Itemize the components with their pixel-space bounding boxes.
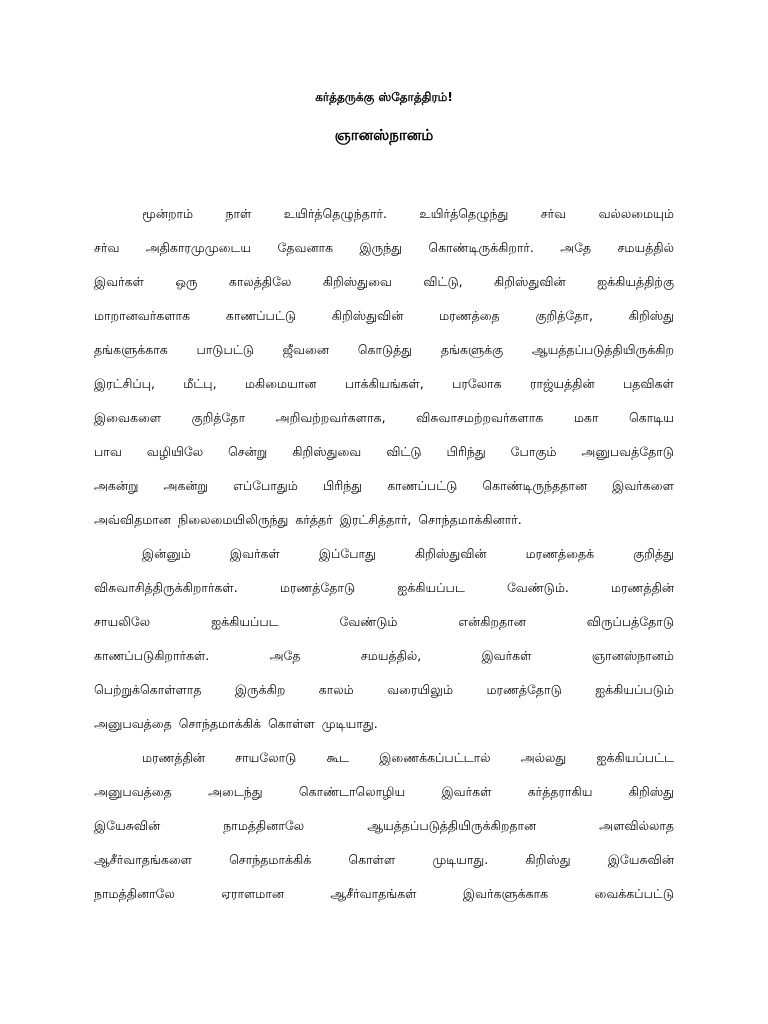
text-line [94,265,674,299]
word: வழியிலே [146,444,204,459]
word: நாமத்தினாலே [223,818,305,833]
word: மாறானவர்களாக [94,308,191,323]
word: காணப்பட்டு [225,308,296,323]
word: கொடுத்து [357,342,413,357]
document-title: கர்த்தருக்கு ஸ்தோத்திரம்! [315,90,453,104]
word: ஐக்கியத்திற்கு [597,274,674,289]
paragraph [94,197,674,537]
text-line [94,809,674,843]
word: மரணத்தோடு [279,580,356,595]
text-line [94,469,674,503]
word: மகா [573,410,599,425]
word: பாடுபட்டு [196,342,254,357]
text-line [94,367,674,401]
word: நிலைமையிலிருந்து [177,512,289,527]
word: இயேசுவின் [607,852,674,867]
word: கொண்டிருக்கிறார். [428,240,534,255]
word: காலம் [318,682,354,697]
word: கிறிஸ்து [628,784,674,799]
word: கொண்டாலொழிய [298,784,406,799]
document-subtitle: ஞானஸ்நானம் [334,126,434,144]
word: என்கிறதான [458,614,526,629]
word: பிரிந்து [446,444,486,459]
word: கிறிஸ்துவின் [494,274,566,289]
word: குறித்து [633,546,674,561]
text-line [94,571,674,605]
word: கிறிஸ்து [525,852,571,867]
word: சர்வ [94,240,120,255]
word: இன்னும் [142,546,191,561]
text-line [94,503,674,537]
word: இருக்கிற [234,682,286,697]
word: பதவிகள் [622,376,674,391]
text-line [94,299,674,333]
text-line [94,605,674,639]
word: கிறிஸ்துவின் [414,546,487,561]
word: குறித்தோ [191,410,246,425]
word: ஒரு [175,274,198,289]
word: தங்களுக்காக [94,342,168,357]
word: அல்லது [520,750,567,765]
word: அளவில்லாத [599,818,674,833]
word: உயிர்த்தெழுந்தார். [283,206,387,221]
text-line [94,843,674,877]
word: ஞானஸ்நானம் [591,648,674,663]
text-line [94,231,674,265]
word: இருந்து [359,240,403,255]
word: கிறிஸ்துவை [322,274,392,289]
word: இவர்களுக்காக [462,886,549,901]
word: சமயத்தில், [360,648,422,663]
word: ராஜ்யத்தின் [530,376,595,391]
word: போகும் [510,444,557,459]
document-body [94,197,674,911]
word: தங்களுக்கு [440,342,504,357]
word: சமயத்தில் [617,240,674,255]
word: ஐக்கியப்பட்ட [596,750,674,765]
word: கூட [326,750,350,765]
text-line [94,537,674,571]
word: ஏராளமான [221,886,284,901]
word: ஐக்கியப்பட [397,580,465,595]
word: பாவ [94,444,122,459]
word: விருப்பத்தோடு [586,614,674,629]
word: ஆயத்தப்படுத்தியிருக்கிற [531,342,674,357]
word: மரணத்தைக் [525,546,595,561]
word: இப்போது [318,546,376,561]
word: இவர்களை [612,478,674,493]
word: வேண்டும் [339,614,398,629]
word: ஆசீர்வாதங்கள் [330,886,417,901]
word: ஐக்கியப்படும் [595,682,674,697]
word: மகிமையான [244,376,317,391]
word: காணப்பட்டு [387,478,458,493]
word: மரணத்தை [439,308,500,323]
text-line [94,741,674,775]
word: வேண்டும். [506,580,569,595]
word: அதே [560,240,592,255]
word: கிறிஸ்துவின் [331,308,404,323]
word: கர்த்தராகிய [527,784,593,799]
word: காணப்படுகிறார்கள். [94,648,210,663]
word: கொடிய [629,410,674,425]
word: தேவனாக [277,240,334,255]
word: ஐக்கியப்பட [211,614,279,629]
word: அகன்று [94,478,139,493]
word: இவர்கள் [229,546,280,561]
text-line [94,673,674,707]
word: சர்வ [540,206,567,221]
word: பரலோக [452,376,502,391]
word: பாக்கியங்கள், [344,376,424,391]
word: ஆயத்தப்படுத்தியிருக்கிறதான [367,818,537,833]
word: காலத்திலே [228,274,292,289]
word: மீட்பு, [183,376,217,391]
word: அனுபவத்தை [94,716,172,731]
word: அதே [269,648,301,663]
text-line [94,333,674,367]
word: கொள்ள [348,852,396,867]
word: விட்டு [386,444,422,459]
word: அனுபவத்தோடு [581,444,674,459]
word: மரணத்தோடு [486,682,562,697]
word: நாமத்தினாலே [94,886,175,901]
word: விசுவாசமற்றவர்களாக [416,410,544,425]
word: முடியாது. [432,852,489,867]
word: சாயலிலே [94,614,151,629]
word: எப்போதும் [233,478,298,493]
word: இரட்சித்தார், [339,512,412,527]
word: நாள் [225,206,252,221]
word: மரணத்தின் [611,580,674,595]
word: வல்லமையும் [598,206,674,221]
word: ஜீவனை [282,342,329,357]
word: சென்று [228,444,268,459]
word: சொந்தமாக்கிக் [229,852,312,867]
text-line [94,639,674,673]
word: இவர்கள் [94,274,144,289]
word: சொந்தமாக்கினார். [418,512,522,527]
word: குறித்தோ, [535,308,593,323]
word: இரட்சிப்பு, [94,376,155,391]
text-line [94,435,674,469]
word: இவைகளை [94,410,162,425]
text-line [94,775,674,809]
paragraph [94,741,674,911]
word: முடியாது. [321,716,378,731]
text-line [94,197,674,231]
word: கிறிஸ்து [628,308,674,323]
word: விட்டு, [423,274,463,289]
word: இவர்கள் [441,784,492,799]
word: வரையிலும் [387,682,454,697]
word: அதிகாரமுமுடைய [145,240,252,255]
word: அகன்று [163,478,209,493]
word: கொள்ள [267,716,315,731]
word: சொந்தமாக்கிக் [178,716,261,731]
word: இவர்கள் [481,648,532,663]
word: கிறிஸ்துவை [292,444,362,459]
word: வைக்கப்பட்டு [594,886,674,901]
word: இயேசுவின் [94,818,161,833]
word: விசுவாசித்திருக்கிறார்கள். [94,580,238,595]
word: இணைக்கப்பட்டால் [379,750,491,765]
word: சாயலோடு [235,750,297,765]
word: அவ்விதமான [94,512,171,527]
word: மூன்றாம் [142,206,194,221]
word: பெற்றுக்கொள்ளாத [94,682,202,697]
text-line [94,707,674,741]
word: கொண்டிருந்ததான [482,478,588,493]
word: அடைந்து [208,784,263,799]
word: பிரிந்து [322,478,363,493]
word: கர்த்தர் [295,512,333,527]
word: மரணத்தின் [142,750,205,765]
word: அனுபவத்தை [94,784,172,799]
paragraph [94,537,674,741]
text-line [94,401,674,435]
text-line [94,877,674,911]
word: அறிவற்றவர்களாக, [275,410,386,425]
word: உயிர்த்தெழுந்து [419,206,509,221]
word: ஆசீர்வாதங்களை [94,852,192,867]
